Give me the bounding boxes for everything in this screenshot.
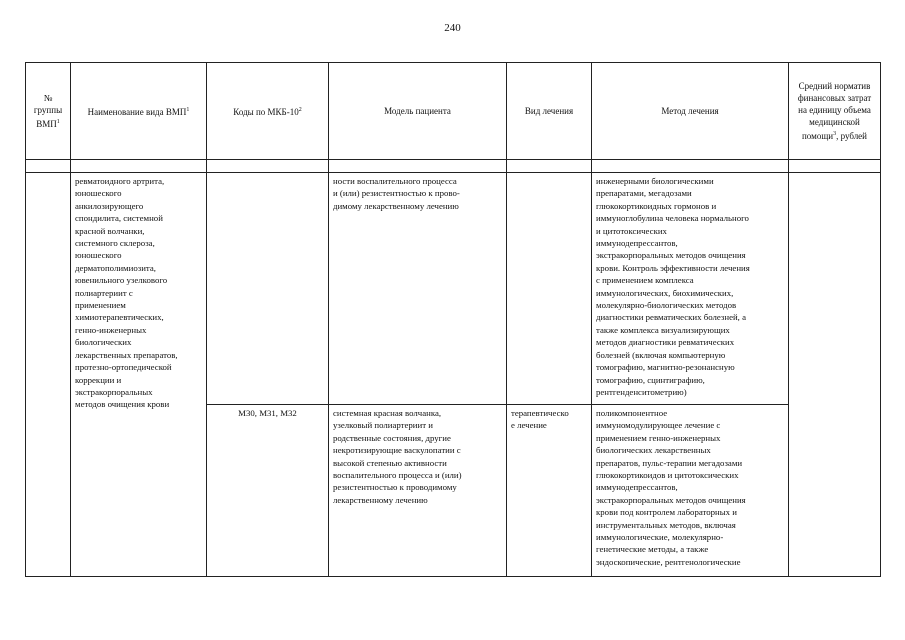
header-type: Вид лечения bbox=[507, 63, 592, 160]
header-row bbox=[26, 63, 881, 160]
header-group: № группы ВМП$^1$ bbox=[26, 63, 71, 160]
header-model: Модель пациента bbox=[329, 63, 507, 160]
spacer-row bbox=[26, 160, 881, 173]
cell-codes: М30, М31, М32 bbox=[207, 405, 329, 577]
cell-name: ревматоидного артрита, юношеского анкилозирующего спондилита, системной красной волчанки, системного склероза, юношеского дерматополимиозита, ювенильного узелкового полиартериит с применением химиотерапевтических, генно-инженерных биологических лекарственных препаратов, протезно-ортопедической коррекции и экстракорпоральных методов очищения крови bbox=[71, 173, 207, 577]
cell-method: поликомпонентное иммуномодулирующее лечение с применением генно-инженерных биологических лекарственных препаратов, пульс-терапии мегадозами глюкокортикоидов и цитотоксических иммунодепрессантов, экстракорпоральных методов очищения крови под контролем лабораторных и инструментальных методов, включая иммунологические, молекулярно- генетические методы, а также эндоскопические, рентгенологические bbox=[592, 405, 789, 577]
page-number: 240 bbox=[444, 22, 461, 34]
table-row bbox=[26, 173, 881, 405]
cell-model: ности воспалительного процесса и (или) резистентностью к прово- димому лекарственному лечению bbox=[329, 173, 507, 405]
cell-codes bbox=[207, 173, 329, 405]
header-method: Метод лечения bbox=[592, 63, 789, 160]
cell-model: системная красная волчанка, узелковый полиартериит и родственные состояния, другие некротизирующие васкулопатии с высокой степенью активности воспалительного процесса и (или) резистентностью к проводимому лекарственному лечению bbox=[329, 405, 507, 577]
vmp-table bbox=[25, 62, 881, 577]
cell-method: инженерными биологическими препаратами, мегадозами глюкокортикоидных гормонов и иммуноглобулина человека нормального и цитотоксических иммунодепрессантов, экстракорпоральных методов очищения крови. Контроль эффективности лечения с применением комплекса иммунологических, биохимических, молекулярно-биологических методов диагностики ревматических болезней, а также комплекса визуализирующих методов диагностики ревматических болезней (включая компьютерную томографию, магнитно-резонансную томографию, сцинтиграфию, рентгенденситометрию) bbox=[592, 173, 789, 405]
header-codes: Коды по МКБ-$10^2$ bbox=[207, 63, 329, 160]
header-cost: Средний норматив финансовых затрат на единицу объема медицинской помощи$^3$, рублей bbox=[789, 63, 881, 160]
cell-type bbox=[507, 173, 592, 405]
header-name: Наименование вида ВМП$^1$ bbox=[71, 63, 207, 160]
cell-cost bbox=[789, 173, 881, 577]
cell-group bbox=[26, 173, 71, 577]
cell-type: терапевтическо е лечение bbox=[507, 405, 592, 577]
